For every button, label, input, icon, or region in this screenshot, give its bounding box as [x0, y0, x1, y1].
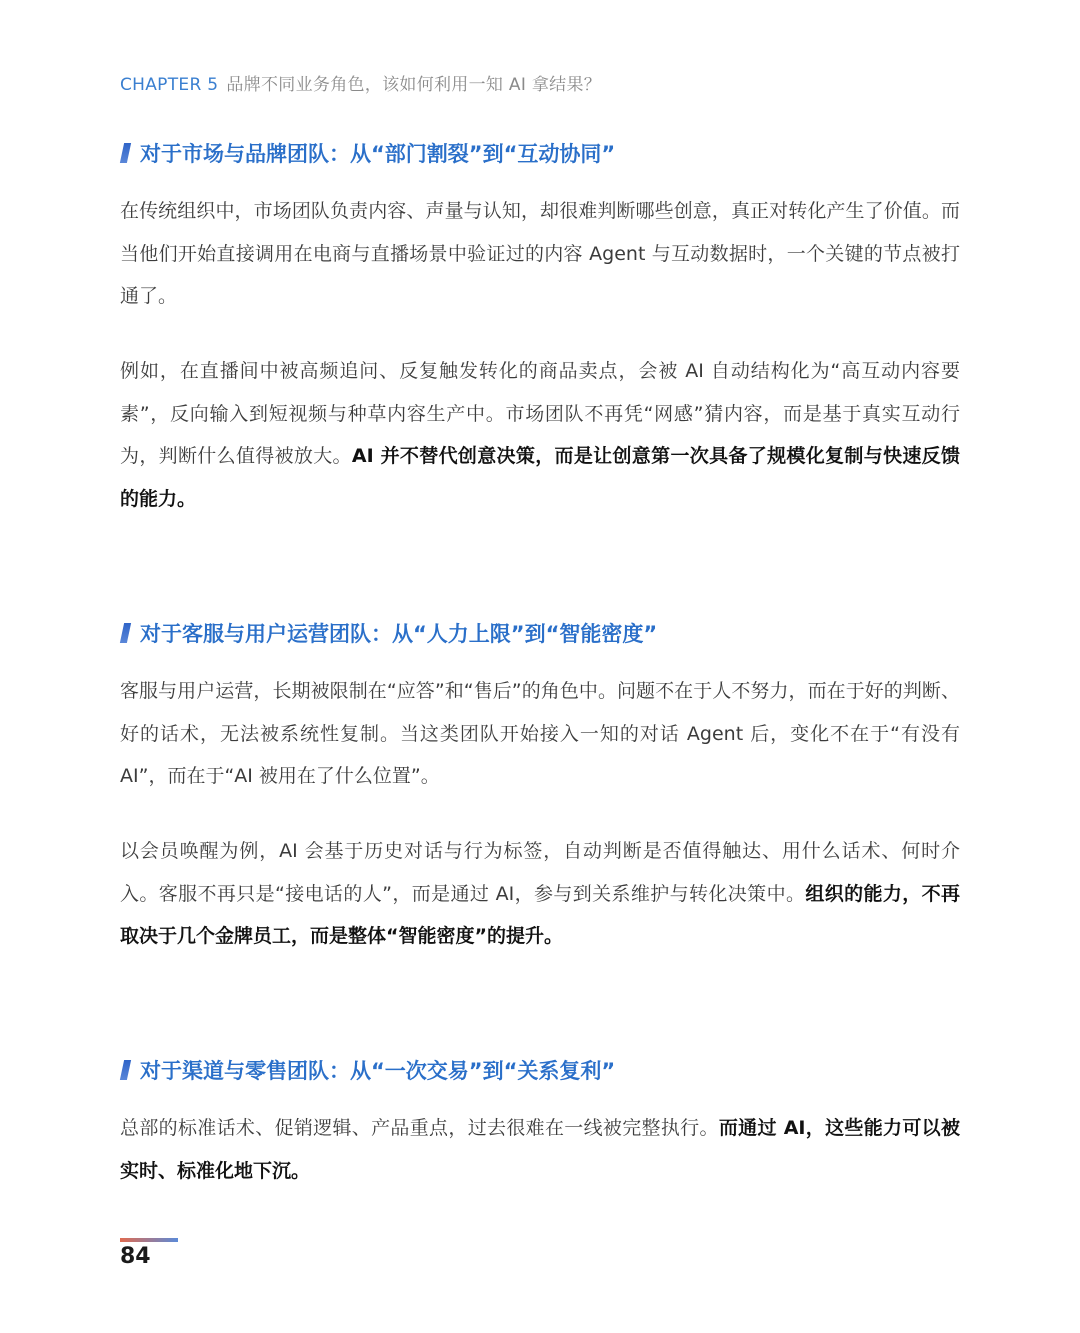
page-number: 84	[120, 1244, 151, 1269]
paragraph-emphasis: AI 并不替代创意决策，而是让创意第一次具备了规模化复制与快速反馈的能力。	[120, 445, 960, 510]
section-heading-channel	[120, 1055, 615, 1085]
chapter-header	[120, 70, 601, 95]
paragraph: 在传统组织中，市场团队负责内容、声量与认知，却很难判断哪些创意，真正对转化产生了价值。而当他们开始直接调用在电商与直播场景中验证过的内容 Agent 与互动数据时，一个关键的节点被打通了。	[120, 200, 960, 307]
paragraph-text: 以会员唤醒为例，AI 会基于历史对话与行为标签，自动判断是否值得触达、用什么话术、何时介入。客服不再只是“接电话的人”，而是通过 AI，参与到关系维护与转化决策中。	[120, 840, 960, 905]
heading-bar-icon	[120, 1060, 131, 1080]
paragraph-text: 例如，在直播间中被高频追问、反复触发转化的商品卖点，会被 AI 自动结构化为“高互动内容要素”，反向输入到短视频与种草内容生产中。市场团队不再凭“网感”猜内容，而是基于真实互动行为，判断什么值得被放大。	[120, 360, 960, 467]
section-heading-marketing	[120, 138, 615, 168]
paragraph	[120, 350, 960, 520]
paragraph: 客服与用户运营，长期被限制在“应答”和“售后”的角色中。问题不在于人不努力，而在于好的判断、好的话术，无法被系统性复制。当这类团队开始接入一知的对话 Agent 后，变化不在于“有没有 AI”，而在于“AI 被用在了什么位置”。	[120, 680, 960, 787]
paragraph-text: 总部的标准话术、促销逻辑、产品重点，过去很难在一线被完整执行。	[120, 1117, 719, 1139]
section-heading-text: 对于渠道与零售团队：从“一次交易”到“关系复利”	[140, 1059, 616, 1083]
page-number-accent-line	[120, 1238, 178, 1242]
section-heading-text: 对于市场与品牌团队：从“部门割裂”到“互动协同”	[140, 142, 616, 166]
paragraph-emphasis: 而通过 AI，这些能力可以被实时、标准化地下沉。	[120, 1117, 960, 1182]
heading-bar-icon	[120, 143, 131, 163]
heading-bar-icon	[120, 623, 131, 643]
paragraph	[120, 830, 960, 958]
section-heading-text: 对于客服与用户运营团队：从“人力上限”到“智能密度”	[140, 622, 658, 646]
chapter-title: 品牌不同业务角色，该如何利用一知 AI 拿结果？	[226, 75, 602, 95]
chapter-label: CHAPTER 5	[120, 75, 219, 95]
paragraph-emphasis: 组织的能力，不再取决于几个金牌员工，而是整体“智能密度”的提升。	[120, 882, 960, 947]
section-heading-service	[120, 618, 657, 648]
paragraph	[120, 1107, 960, 1192]
